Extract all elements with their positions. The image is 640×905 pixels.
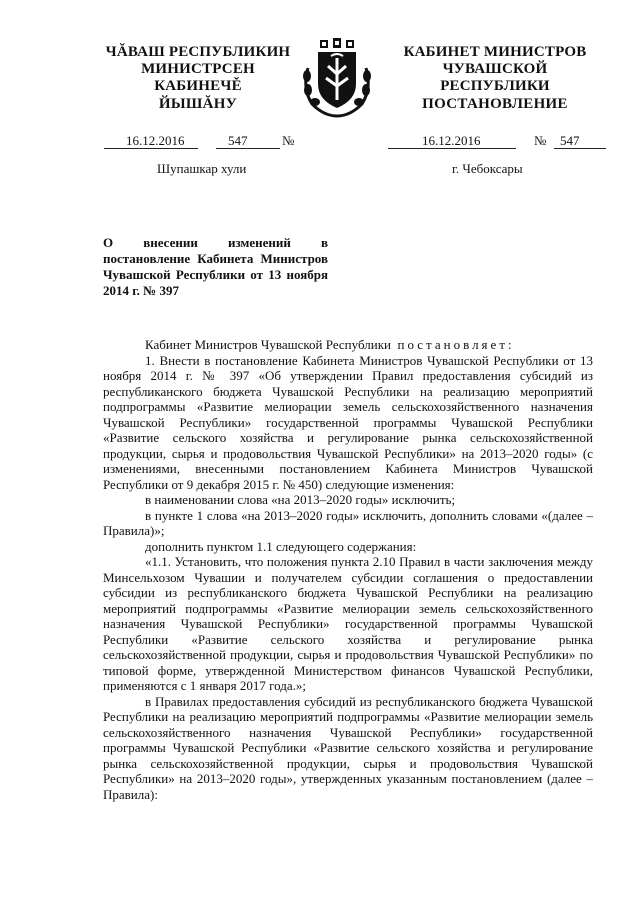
left-org-line1: ЧĂВАШ РЕСПУБЛИКИН bbox=[105, 44, 291, 60]
left-doc-type: ЙЫШĂНУ bbox=[158, 96, 238, 112]
right-org-line2: ЧУВАШСКОЙ РЕСПУБЛИКИ bbox=[440, 61, 550, 94]
right-date: 16.12.2016 bbox=[422, 133, 481, 148]
right-org-name bbox=[390, 44, 600, 95]
left-number: 547 bbox=[228, 133, 248, 148]
body-paragraph-1: 1. Внести в постановление Кабинета Министров Чувашской Республики от 13 ноября 2014 г. № 397 «Об утверждении Правил предоставления субсидий из республиканского бюджета Чувашской Республики на реализацию мероприятий подпрограммы «Развитие мелиорации земель сельскохозяйственного назначения Чувашской Республики» государственной программы Чувашской Республики «Развитие сельского хозяйства и регулирование рынка сельскохозяйственной продукции, сырья и продовольствия Чувашской Республики» на 2013–2020 годы» (с изменениями, внесенными постановлением Кабинета Министров Чувашской Республики от 9 декабря 2015 г. № 450) следующие изменения: bbox=[103, 352, 593, 492]
right-doc-type: ПОСТАНОВЛЕНИЕ bbox=[422, 96, 568, 112]
document-subject: О внесении изменений в постановление Кабинета Министров Чувашской Республики от 13 ноября 2014 г. № 397 bbox=[103, 235, 328, 298]
body-paragraph-6: в Правилах предоставления субсидий из республиканского бюджета Чувашской Республики на реализацию мероприятий подпрограммы «Развитие мелиорации земель сельскохозяйственного назначения Чувашской Республики» государственной программы Чувашской Республики «Развитие сельского хозяйства и регулирование рынка сельскохозяйственной продукции, сырья и продовольствия Чувашской Республики» на 2013–2020 годы», утвержденных указанным постановлением (далее – Правила): bbox=[103, 693, 593, 802]
body-paragraph-3: в пункте 1 слова «на 2013–2020 годы» исключить, дополнить словами «(далее – Правила)»; bbox=[103, 507, 593, 538]
right-date-number-row bbox=[388, 133, 608, 149]
intro-prefix: Кабинет Министров Чувашской Республики bbox=[145, 337, 391, 352]
left-number-sign: № bbox=[282, 133, 295, 148]
left-org-name bbox=[98, 44, 298, 95]
place-left: Шупашкар хули bbox=[157, 161, 247, 176]
body-paragraph-4: дополнить пунктом 1.1 следующего содержания: bbox=[145, 538, 417, 554]
left-org-line2: МИНИСТРСЕН КАБИНЕЧĚ bbox=[141, 61, 255, 94]
document-body bbox=[103, 337, 593, 802]
body-intro bbox=[103, 337, 593, 353]
chuvash-emblem-icon bbox=[298, 38, 376, 118]
right-number-sign: № bbox=[534, 133, 547, 148]
left-date: 16.12.2016 bbox=[126, 133, 185, 148]
place-right: г. Чебоксары bbox=[452, 161, 523, 176]
right-org-line1: КАБИНЕТ МИНИСТРОВ bbox=[403, 44, 587, 60]
left-date-number-row bbox=[104, 133, 304, 149]
body-paragraph-2: в наименовании слова «на 2013–2020 годы» исключить; bbox=[145, 492, 456, 507]
body-paragraph-5: «1.1. Установить, что положения пункта 2.10 Правил в части заключения между Минсельхозом Чувашии и получателем субсидии соглашения о предоставлении субсидии из республиканского бюджета Чувашской Республики на реализацию мероприятий подпрограммы «Развитие мелиорации земель сельскохозяйственного назначения Чувашской Республики» государственной программы Чувашской Республики «Развитие сельского хозяйства и регулирование рынка сельскохозяйственной продукции, сырья и продовольствия Чувашской Республики» по типовой форме, утвержденной Министерством финансов Чувашской Республики, применяются с 1 января 2017 года.»; bbox=[103, 554, 593, 693]
intro-verb: постановляет: bbox=[397, 337, 515, 352]
right-number: 547 bbox=[560, 133, 580, 148]
